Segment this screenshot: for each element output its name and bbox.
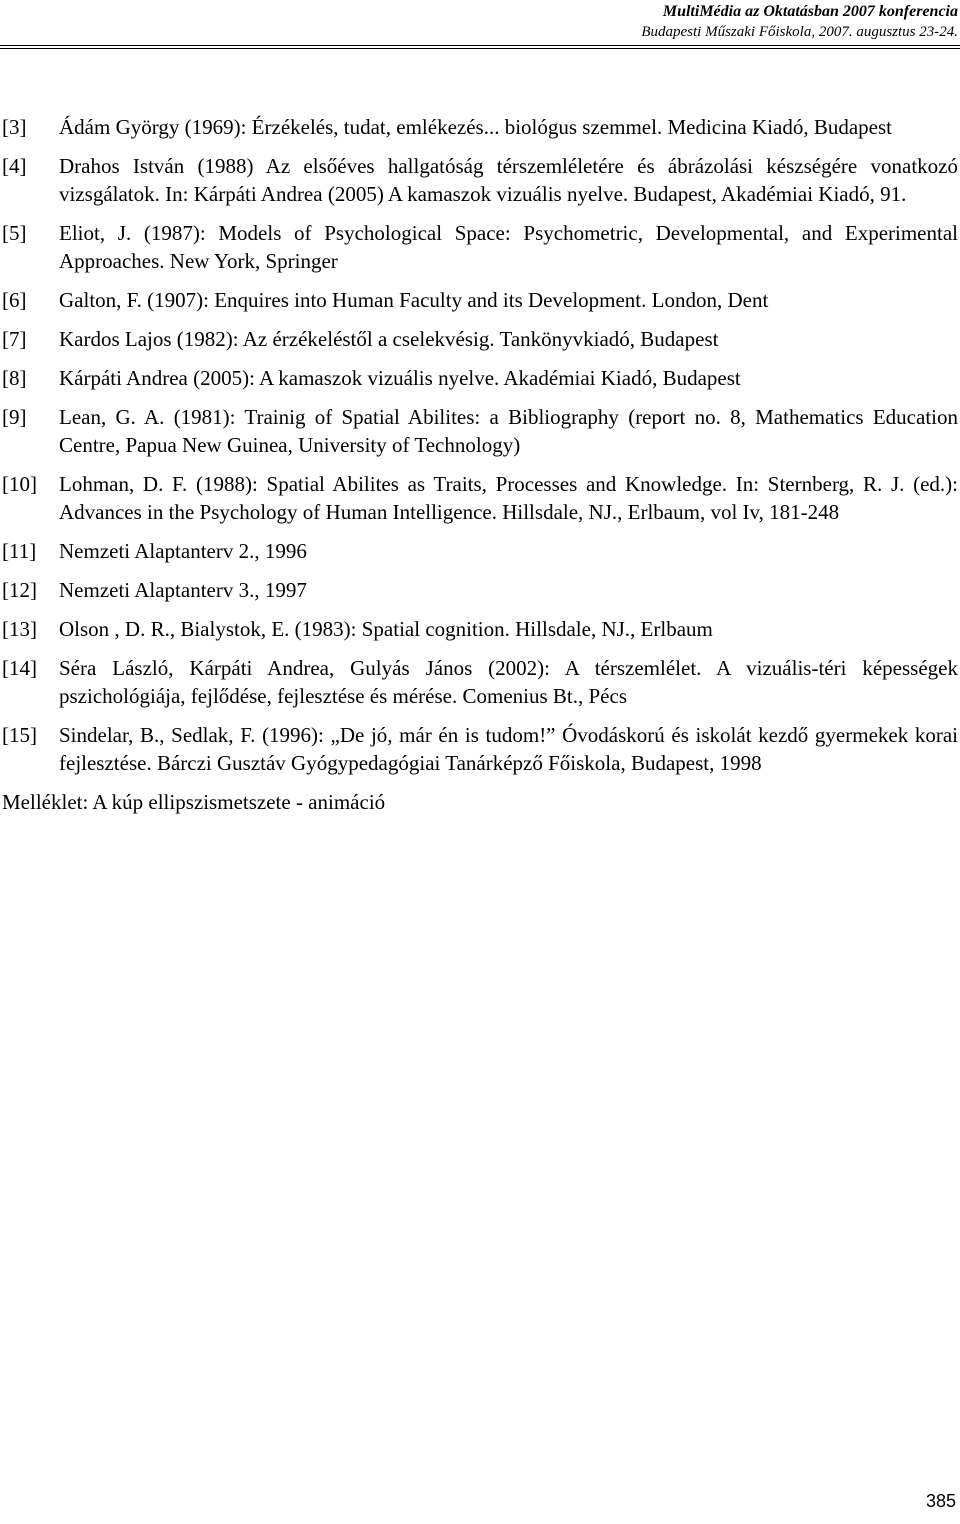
page-number: 385	[925, 1491, 956, 1511]
reference-text: Nemzeti Alaptanterv 3., 1997	[59, 578, 307, 602]
reference-text: Galton, F. (1907): Enquires into Human Faculty and its Development. London, Dent	[59, 288, 769, 312]
reference-item-11	[2, 537, 958, 565]
reference-number: [12]	[2, 578, 37, 602]
reference-text: Lohman, D. F. (1988): Spatial Abilites as Traits, Processes and Knowledge. In: Sternberg, R. J. (ed.): Advances in the Psychology of Human Intelligence. Hillsdale, NJ., Erlbaum, vol Iv, 181-248	[59, 472, 958, 524]
reference-number: [3]	[2, 115, 27, 139]
reference-text: Drahos István (1988) Az elsőéves hallgatóság térszemléletére és ábrázolási készségére vonatkozó vizsgálatok. In: Kárpáti Andrea (2005) A kamaszok vizuális nyelve. Budapest, Akadémiai Kiadó, 91.	[59, 154, 958, 206]
reference-item-4	[2, 152, 958, 208]
conference-venue: Budapesti Műszaki Főiskola, 2007. augusztus 23-24.	[641, 24, 958, 40]
reference-number: [15]	[2, 723, 37, 747]
reference-number: [5]	[2, 221, 27, 245]
reference-number: [6]	[2, 288, 27, 312]
reference-number: [7]	[2, 327, 27, 351]
header-rule-top	[0, 45, 960, 46]
reference-list	[2, 113, 958, 816]
reference-item-14	[2, 654, 958, 710]
reference-item-8	[2, 364, 958, 392]
reference-text: Lean, G. A. (1981): Trainig of Spatial Abilites: a Bibliography (report no. 8, Mathematics Education Centre, Papua New Guinea, University of Technology)	[59, 405, 958, 457]
reference-item-15	[2, 721, 958, 777]
reference-number: [9]	[2, 405, 27, 429]
header-rule-bottom	[0, 48, 960, 49]
reference-item-5	[2, 219, 958, 275]
reference-item-13	[2, 615, 958, 643]
reference-text: Kardos Lajos (1982): Az érzékeléstől a cselekvésig. Tankönyvkiadó, Budapest	[59, 327, 719, 351]
appendix-note: Melléklet: A kúp ellipszismetszete - animáció	[2, 790, 386, 814]
reference-text: Nemzeti Alaptanterv 2., 1996	[59, 539, 307, 563]
page-header	[641, 2, 958, 42]
reference-number: [4]	[2, 154, 27, 178]
reference-item-3	[2, 113, 958, 141]
reference-item-7	[2, 325, 958, 353]
reference-item-12	[2, 576, 958, 604]
reference-text: Séra László, Kárpáti Andrea, Gulyás János (2002): A térszemlélet. A vizuális-téri képességek pszichológiája, fejlődése, fejlesztése és mérése. Comenius Bt., Pécs	[59, 656, 958, 708]
reference-number: [13]	[2, 617, 37, 641]
reference-number: [8]	[2, 366, 27, 390]
reference-number: [10]	[2, 472, 37, 496]
reference-text: Sindelar, B., Sedlak, F. (1996): „De jó, már én is tudom!” Óvodáskorú és iskolát kezdő gyermekek korai fejlesztése. Bárczi Gusztáv Gyógypedagógiai Tanárképző Főiskola, Budapest, 1998	[59, 723, 958, 775]
conference-title: MultiMédia az Oktatásban 2007 konferencia	[662, 3, 958, 20]
reference-item-10	[2, 470, 958, 526]
reference-text: Olson , D. R., Bialystok, E. (1983): Spatial cognition. Hillsdale, NJ., Erlbaum	[59, 617, 713, 641]
reference-number: [11]	[2, 539, 37, 563]
reference-item-6	[2, 286, 958, 314]
reference-number: [14]	[2, 656, 37, 680]
reference-text: Ádám György (1969): Érzékelés, tudat, emlékezés... biológus szemmel. Medicina Kiadó, Budapest	[59, 115, 892, 139]
reference-text: Kárpáti Andrea (2005): A kamaszok vizuális nyelve. Akadémiai Kiadó, Budapest	[59, 366, 741, 390]
reference-text: Eliot, J. (1987): Models of Psychological Space: Psychometric, Developmental, and Experimental Approaches. New York, Springer	[59, 221, 958, 273]
reference-item-9	[2, 403, 958, 459]
